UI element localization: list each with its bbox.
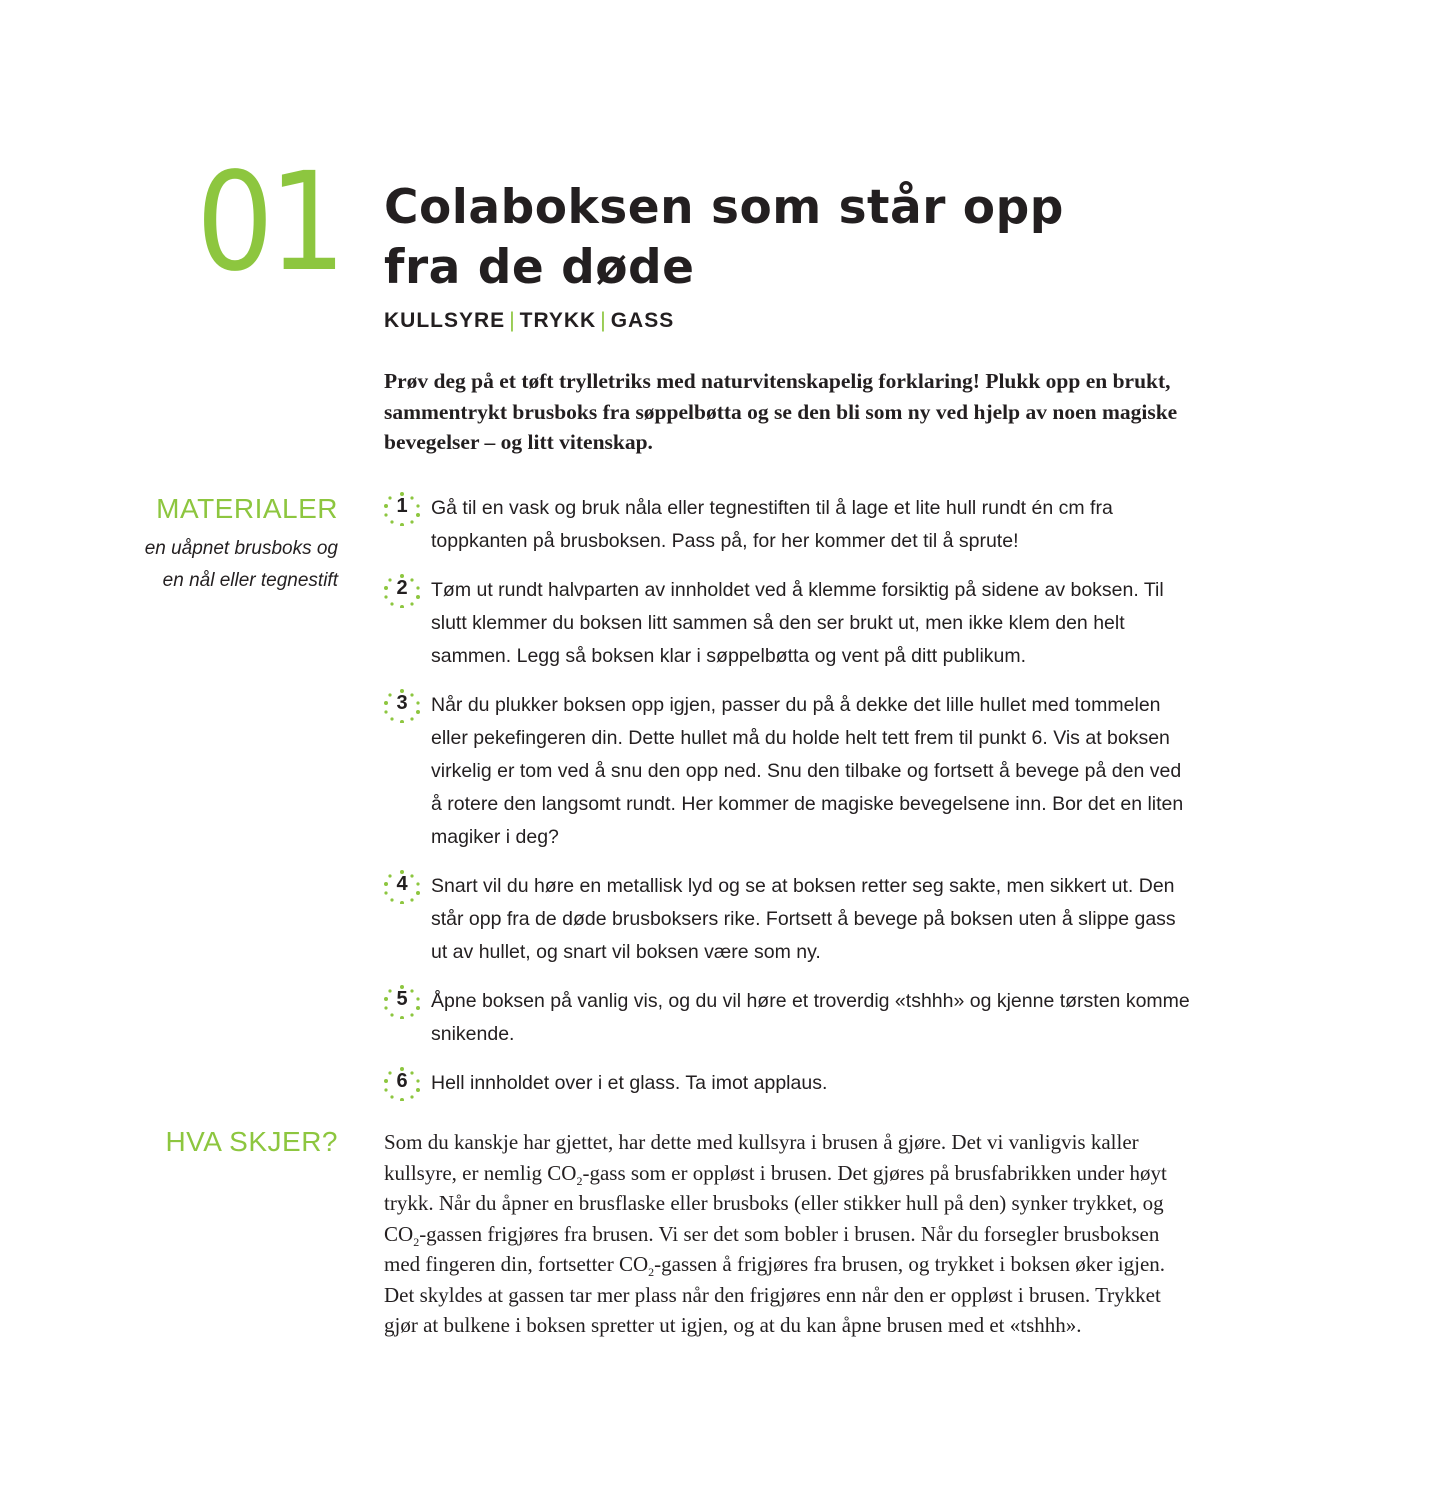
materials-heading: MATERIALER [156,493,338,524]
materials-line-1: en uåpnet brusboks og [144,538,338,559]
title-line-2: fra de døde [384,240,695,295]
dot [410,898,413,901]
dot [410,602,413,605]
step-number: 6 [396,1070,408,1092]
dot [400,605,404,608]
step-number-badge [384,689,420,722]
step-number: 2 [396,577,408,599]
step-text: Tøm ut rundt halvparten av innholdet ved å klemme forsiktig på sidene av boksen. Til slutt klemmer du boksen litt sammen så den ser brukt ut, men ikke klem den helt sammen. Legg så boksen klar i søppelbøtta og vent på ditt publikum. [431,579,1164,667]
subscript-2: 2 [413,1234,420,1249]
step-item [384,689,1194,854]
dot [410,717,413,720]
step-number: 3 [396,692,408,714]
step-item [384,870,1194,969]
step-number-badge [384,870,420,903]
dot [400,523,404,526]
step-number: 4 [396,873,408,895]
chapter-title [384,178,1204,298]
steps-list [384,492,1194,1116]
step-text: Når du plukker boksen opp igjen, passer du på å dekke det lille hullet med tommelen eller pekefingeren din. Dette hullet må du holde helt tett frem til punkt 6. Vis at boksen virkelig er tom ved å snu den opp ned. Snu den tilbake og fortsett å bevege på den ved å rotere den langsomt rundt. Her kommer de magiske bevegelsene inn. Bor det en liten magiker i deg? [431,694,1184,848]
tag-separator: | [600,309,607,332]
explanation-text-1: Som du kanskje har gjettet, har dette med kullsyra i brusen å gjøre. Det vi vanligvis kaller kullsyre, er nemlig CO [384,1130,1139,1185]
step-text: Åpne boksen på vanlig vis, og du vil høre et troverdig «tshhh» og kjenne tørsten komme snikende. [431,990,1190,1045]
step-number-badge [384,492,420,525]
dot [410,1095,413,1098]
dot [400,1098,404,1101]
tag-trykk: TRYKK [519,309,597,332]
explanation-text-4: -gassen å frigjøres fra brusen, og trykket i boksen øker igjen. Det skyldes at gassen tar mer plass når den frigjøres enn når den er oppløst i brusen. Trykket gjør at bulkene i boksen spretter ut igjen, og at du kan åpne brusen med et «tshhh». [384,1252,1166,1337]
dot [400,1016,404,1019]
dot [400,720,404,723]
step-item [384,985,1194,1051]
dot [390,717,393,720]
step-number-badge [384,1067,420,1100]
step-number-badge [384,574,420,607]
topic-tags [384,307,674,335]
step-text: Hell innholdet over i et glass. Ta imot applaus. [431,1072,828,1094]
intro-paragraph: Prøv deg på et tøft trylletriks med naturvitenskapelig forklaring! Plukk opp en brukt, sammentrykt brusboks fra søppelbøtta og se den bli som ny ved hjelp av noen magiske bevegelser – og litt vitenskap. [384,369,1178,454]
dot [410,520,413,523]
subscript-2: 2 [648,1265,655,1280]
materials-line-2: en nål eller tegnestift [162,570,338,591]
dot [390,520,393,523]
explanation-heading: HVA SKJER? [165,1126,338,1157]
step-item [384,492,1194,558]
tag-gass: GASS [610,309,675,332]
step-number: 5 [396,988,408,1010]
tag-separator: | [509,309,516,332]
step-item [384,1067,1194,1100]
step-number: 1 [396,495,408,517]
dot [410,1013,413,1016]
dot [390,1095,393,1098]
dot [390,898,393,901]
step-text: Snart vil du høre en metallisk lyd og se at boksen retter seg sakte, men sikkert ut. Den står opp fra de døde brusboksers rike. Fortsett å bevege på boksen uten å slippe gass ut av hullet, og snart vil boksen være som ny. [431,875,1176,963]
explanation-text-2: -gass som er oppløst i brusen. Det gjøres på brusfabrikken under høyt trykk. Når du åpner en brusflaske eller brusboks (eller stikker hull på den) synker trykket, og CO [384,1160,1167,1246]
step-item [384,574,1194,673]
subscript-2: 2 [576,1173,583,1188]
step-number-badge [384,985,420,1018]
dot [400,901,404,904]
dot [390,1013,393,1016]
chapter-number: 01 [196,144,341,302]
title-line-1: Colaboksen som står opp [384,180,1064,235]
tag-kullsyre: KULLSYRE [384,309,506,332]
materials-list [145,533,338,597]
explanation-paragraph [384,1127,1184,1341]
explanation-text-3: -gassen frigjøres fra brusen. Vi ser det som bobler i brusen. Når du forsegler brusboksen med fingeren din, fortsetter CO [384,1221,1160,1276]
dot [390,602,393,605]
step-text: Gå til en vask og bruk nåla eller tegnestiften til å lage et lite hull rundt én cm fra toppkanten på brusboksen. Pass på, for her kommer det til å sprute! [431,497,1113,552]
